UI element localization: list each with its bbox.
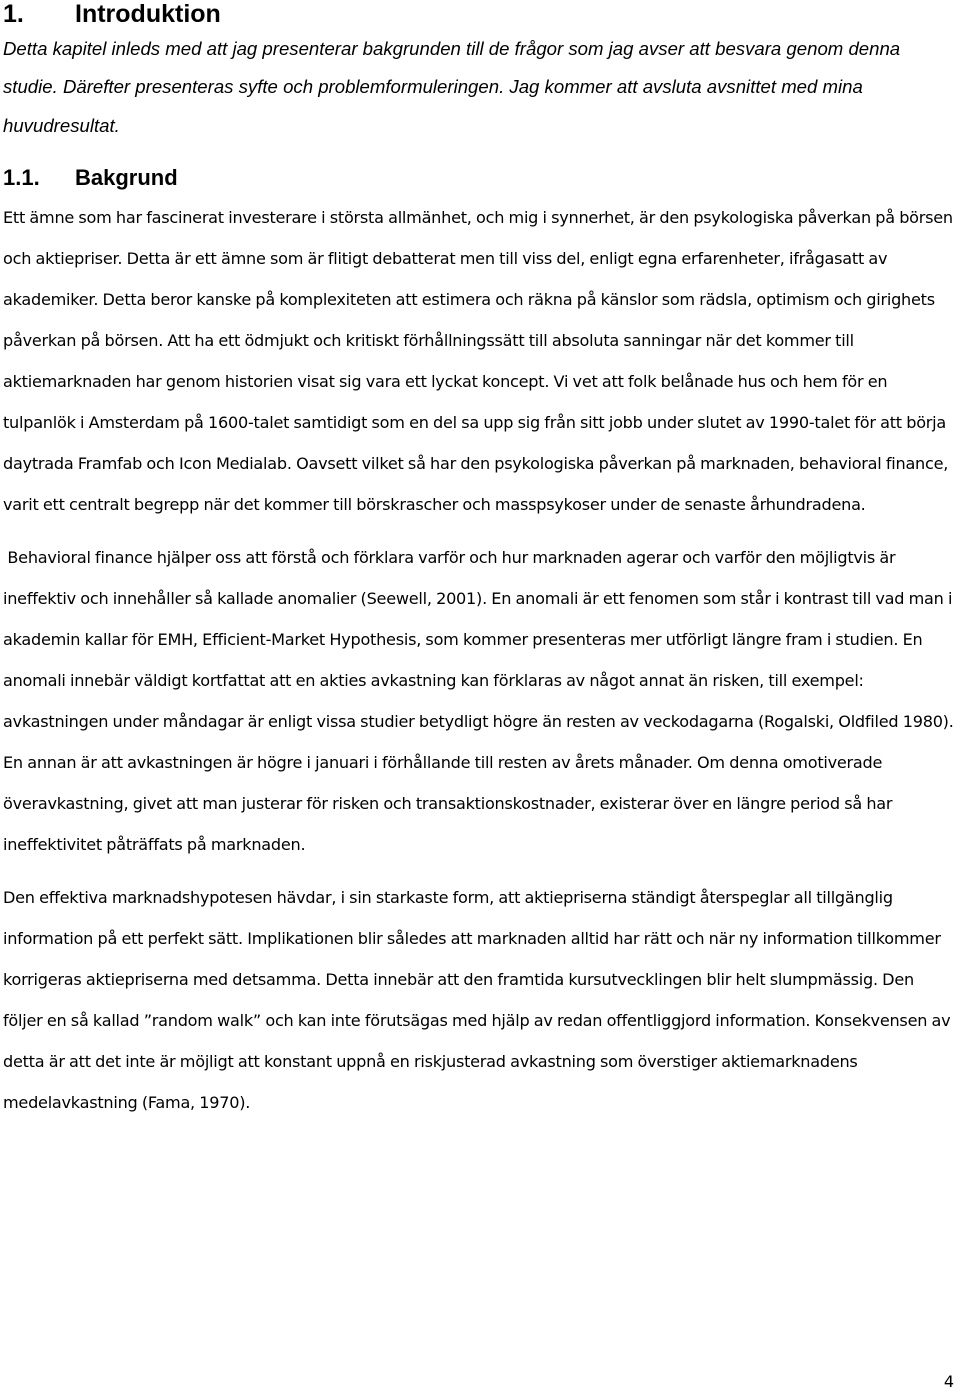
section-title: Bakgrund <box>75 164 178 190</box>
chapter-intro: Detta kapitel inleds med att jag presenterar bakgrunden till de frågor som jag avser att besvara genom denna studie. Därefter presenteras syfte och problemformuleringen. Jag kommer att avsluta avsnittet med mina huvudresultat. <box>3 38 901 136</box>
document-page <box>3 0 957 1123</box>
section-heading <box>3 163 957 193</box>
chapter-heading <box>3 0 957 28</box>
section-number: 1.1. <box>3 164 40 190</box>
page-number: 4 <box>943 1372 954 1391</box>
paragraph-1: Ett ämne som har fascinerat investerare i största allmänhet, och mig i synnerhet, är den psykologiska påverkan på börsen och aktiepriser. Detta är ett ämne som är flitigt debatterat men till viss del, enligt egna erfarenheter, ifrågasatt av akademiker. Detta beror kanske på komplexiteten att estimera och räkna på känslor som rädsla, optimism och girighets påverkan på börsen. Att ha ett ödmjukt och kritiskt förhållningssätt till absoluta sanningar när det kommer till aktiemarknaden har genom historien visat sig vara ett lyckat koncept. Vi vet att folk belånade hus och hem för en tulpanlök i Amsterdam på 1600-talet samtidigt som en del sa upp sig från sitt jobb under slutet av 1990-talet för att börja daytrada Framfab och Icon Medialab. Oavsett vilket så har den psykologiska påverkan på marknaden, behavioral finance, varit ett centralt begrepp när det kommer till börskrascher och masspsykoser under de senaste århundradena. <box>3 207 953 514</box>
chapter-title: Introduktion <box>75 0 221 28</box>
chapter-number: 1. <box>3 0 24 28</box>
paragraph-2: Behavioral finance hjälper oss att förstå och förklara varför och hur marknaden agerar och varför den möjligtvis är ineffektiv och innehåller så kallade anomalier (Seewell, 2001). En anomali är ett fenomen som står i kontrast till vad man i akademin kallar för EMH, Efficient-Market Hypothesis, som kommer presenteras mer utförligt längre fram i studien. En anomali innebär väldigt kortfattat att en akties avkastning kan förklaras av något annat än risken, till exempel: avkastningen under måndagar är enligt vissa studier betydligt högre än resten av veckodagarna (Rogalski, Oldfiled 1980). En annan är att avkastningen är högre i januari i förhållande till resten av årets månader. Om denna omotiverade överavkastning, givet att man justerar för risken och transaktionskostnader, existerar över en längre period så har ineffektivitet påträffats på marknaden. <box>3 547 958 854</box>
paragraph-3: Den effektiva marknadshypotesen hävdar, i sin starkaste form, att aktiepriserna ständigt återspeglar all tillgänglig information på ett perfekt sätt. Implikationen blir således att marknaden alltid har rätt och när ny information tillkommer korrigeras aktiepriserna med detsamma. Detta innebär att den framtida kursutvecklingen blir helt slumpmässig. Den följer en så kallad ”random walk” och kan inte förutsägas med hjälp av redan offentliggjord information. Konsekvensen av detta är att det inte är möjligt att konstant uppnå en riskjusterad avkastning som överstiger aktiemarknadens medelavkastning (Fama, 1970). <box>3 887 951 1112</box>
